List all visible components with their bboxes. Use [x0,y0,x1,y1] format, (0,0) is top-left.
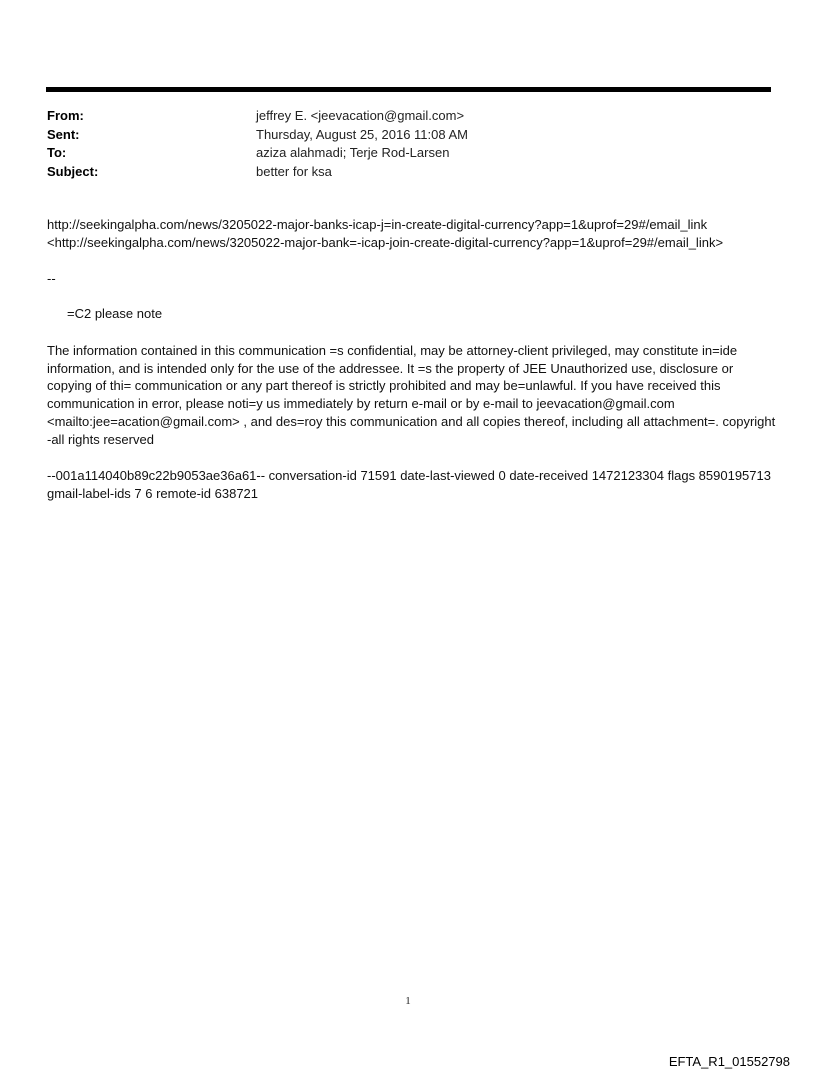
from-row [47,107,767,126]
sent-row [47,126,767,145]
subject-row [47,163,767,182]
to-value: aziza alahmadi; Terje Rod-Larsen [256,145,450,160]
confidentiality-notice: The information contained in this communication =s confidential, may be attorney-client privileged, may constitute in=ide information, and is intended only for the use of the addressee. It =s the property of JEE Unauthorized use, disclosure or copying of thi= communication or any part thereof is strictly prohibited and may be=unlawful. If you have received this communication in error, please noti=y us immediately by return e-mail or by e-mail to jeevacation@gmail.com <mailto:jee=acation@gmail.com> , and des=roy this communication and all copies thereof, including all attachment=. copyright -all rights reserved [47,343,776,447]
sent-label: Sent: [47,126,80,142]
subject-value: better for ksa [256,163,332,179]
to-row [47,144,767,163]
page-number: 1 [405,995,411,1007]
bates-number: EFTA_R1_01552798 [668,1054,790,1069]
article-url-bracketed: <http://seekingalpha.com/news/3205022-major-bank=-icap-join-create-digital-currency?app=1&uprof=29#/email_link> [47,234,724,250]
from-label: From: [47,108,84,123]
article-url: http://seekingalpha.com/news/3205022-major-banks-icap-j=in-create-digital-currency?app=1&uprof=29#/email_link [47,217,708,232]
to-label: To: [47,145,67,160]
email-header-block [47,107,767,181]
message-metadata-trailer: --001a114040b89c22b9053ae36a61-- conversation-id 71591 date-last-viewed 0 date-received 1472123304 flags 8590195713 gmail-label-ids 7 6 remote-id 638721 [47,468,771,501]
subject-label: Subject: [47,163,99,179]
please-note-line: =C2 please note [67,306,163,321]
sent-value: Thursday, August 25, 2016 11:08 AM [256,126,468,142]
from-value: jeffrey E. <jeevacation@gmail.com> [256,108,465,123]
signature-separator: -- [47,271,56,286]
article-link-block [47,216,777,251]
header-divider [46,87,771,92]
